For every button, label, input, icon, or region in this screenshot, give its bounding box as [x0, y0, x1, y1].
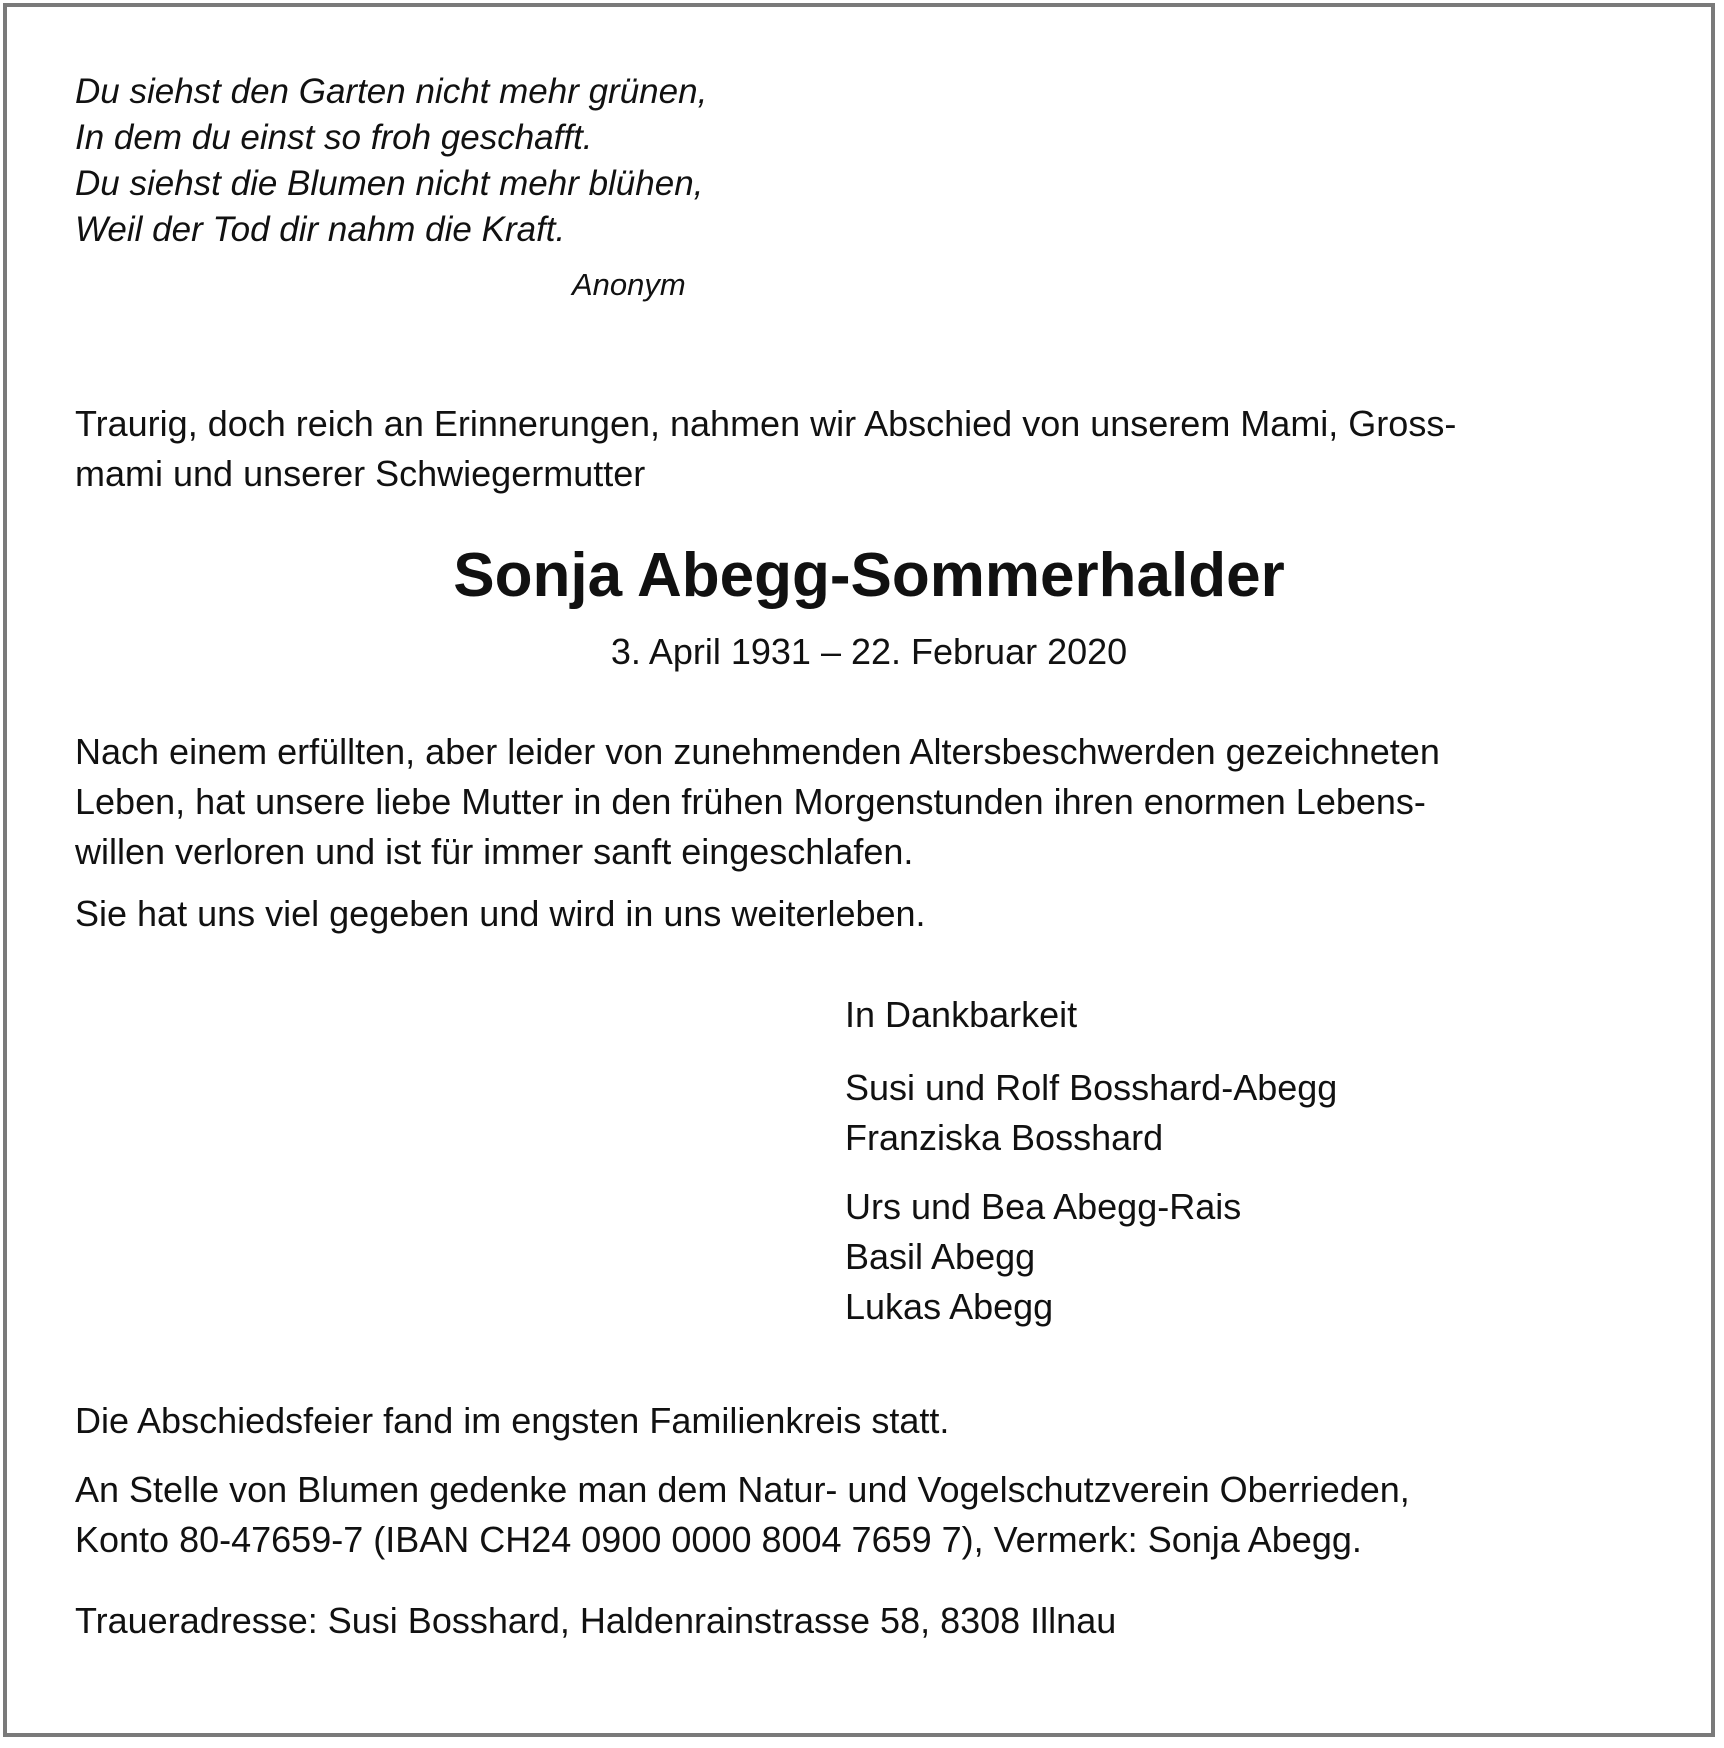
signers-group-1	[845, 1063, 1337, 1163]
poem-line: Du siehst die Blumen nicht mehr blühen,	[75, 164, 704, 203]
address-line: Traueradresse: Susi Bosshard, Haldenrainstrasse 58, 8308 Illnau	[75, 1600, 1117, 1641]
signer-name: Basil Abegg	[845, 1236, 1036, 1277]
obituary-frame	[3, 3, 1715, 1737]
life-dates: 3. April 1931 – 22. Februar 2020	[610, 631, 1128, 672]
signer-name: Susi und Rolf Bosshard-Abegg	[845, 1067, 1338, 1108]
signers-thanks: In Dankbarkeit	[845, 994, 1078, 1035]
poem-line: Weil der Tod dir nahm die Kraft.	[75, 210, 566, 249]
signer-name: Franziska Bosshard	[845, 1117, 1164, 1158]
body-line: Leben, hat unsere liebe Mutter in den frühen Morgenstunden ihren enormen Lebens-	[75, 781, 1426, 822]
donation-line: Konto 80-47659-7 (IBAN CH24 0900 0000 8004 7659 7), Vermerk: Sonja Abegg.	[75, 1519, 1362, 1560]
poem-line: In dem du einst so froh geschafft.	[75, 118, 593, 157]
signer-name: Urs und Bea Abegg-Rais	[845, 1186, 1242, 1227]
poem-author: Anonym	[572, 267, 686, 302]
donation-line: An Stelle von Blumen gedenke man dem Natur- und Vogelschutzverein Oberrieden,	[75, 1469, 1410, 1510]
body-line: Sie hat uns viel gegeben und wird in uns weiterleben.	[75, 893, 926, 934]
deceased-name: Sonja Abegg-Sommerhalder	[453, 541, 1285, 610]
intro-line: Traurig, doch reich an Erinnerungen, nahmen wir Abschied von unserem Mami, Gross-	[75, 403, 1457, 444]
body-line: Nach einem erfüllten, aber leider von zunehmenden Altersbeschwerden gezeichneten	[75, 731, 1440, 772]
intro-line: mami und unserer Schwiegermutter	[75, 453, 646, 494]
poem	[75, 69, 707, 253]
body-paragraph-2	[75, 889, 926, 939]
mourning-address	[75, 1596, 1116, 1646]
body-line: willen verloren und ist für immer sanft eingeschlafen.	[75, 831, 914, 872]
ceremony-note	[75, 1396, 949, 1446]
poem-line: Du siehst den Garten nicht mehr grünen,	[75, 72, 708, 111]
donation-note	[75, 1465, 1410, 1565]
signers-group-2	[845, 1182, 1241, 1332]
intro-text	[75, 399, 1655, 499]
signer-name: Lukas Abegg	[845, 1286, 1054, 1327]
ceremony-line: Die Abschiedsfeier fand im engsten Familienkreis statt.	[75, 1400, 950, 1441]
body-paragraph-1	[75, 727, 1440, 877]
